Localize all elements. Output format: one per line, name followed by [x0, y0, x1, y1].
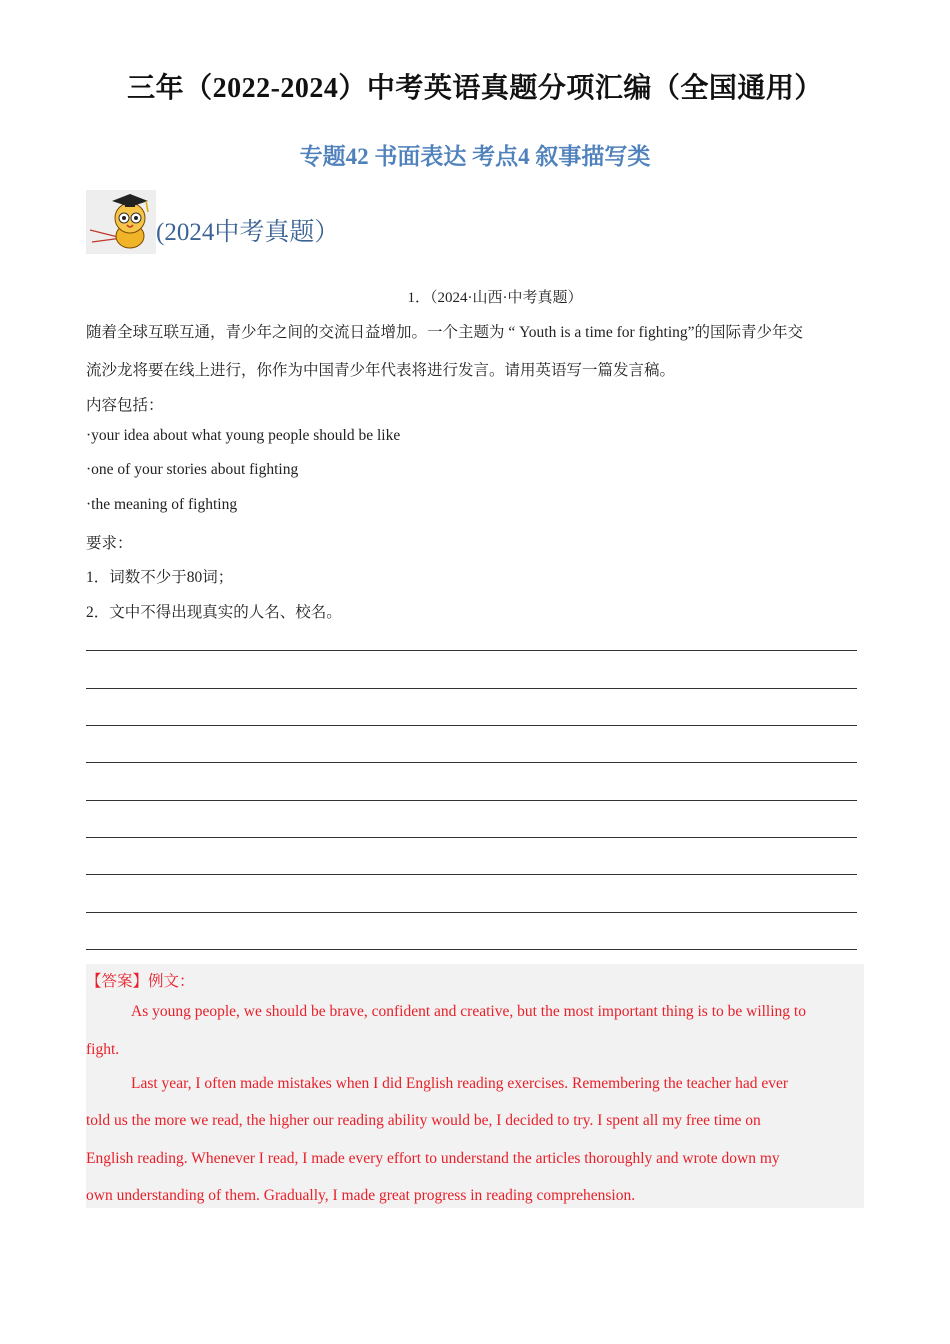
answer-line: English reading. Whenever I read, I made every effort to understand the articles thoroughly and wrote down my — [86, 1150, 780, 1167]
document-title: 三年（2022-2024）中考英语真题分项汇编（全国通用） — [127, 73, 823, 104]
question-number: 1．（2024·山西·中考真题） — [407, 290, 583, 306]
topic-subtitle: 专题42 书面表达 考点4 叙事描写类 — [299, 144, 651, 169]
content-point: ·your idea about what young people should be like — [86, 427, 401, 444]
writing-line — [86, 949, 857, 950]
prompt-line-1: 随着全球互联互通，青少年之间的交流日益增加。一个主题为 “ Youth is a time for fighting”的国际青少年交 — [86, 324, 804, 341]
prompt-line-2: 流沙龙将要在线上进行，你作为中国青少年代表将进行发言。请用英语写一篇发言稿。 — [86, 362, 676, 379]
answer-label: 【答案】例文： — [86, 973, 195, 990]
writing-line — [86, 800, 857, 801]
requirements-label: 要求： — [86, 535, 133, 552]
writing-line — [86, 912, 857, 913]
writing-line — [86, 837, 857, 838]
content-point: ·one of your stories about fighting — [86, 461, 299, 478]
owl-teacher-icon — [86, 190, 156, 254]
answer-line: fight. — [86, 1041, 120, 1058]
answer-line: As young people, we should be brave, confident and creative, but the most important thing is to be willing to — [131, 1003, 806, 1020]
content-label: 内容包括： — [86, 397, 164, 414]
writing-line — [86, 874, 857, 875]
section-heading: (2024中考真题） — [156, 219, 340, 246]
answer-line: own understanding of them. Gradually, I made great progress in reading comprehension. — [86, 1187, 636, 1204]
writing-line — [86, 762, 857, 763]
requirement-item: 2．文中不得出现真实的人名、校名。 — [86, 604, 342, 621]
writing-line — [86, 688, 857, 689]
writing-line — [86, 725, 857, 726]
writing-line — [86, 650, 857, 651]
content-point: ·the meaning of fighting — [86, 496, 238, 513]
answer-line: told us the more we read, the higher our reading ability would be, I decided to try. I spent all my free time on — [86, 1112, 761, 1129]
requirement-item: 1．词数不少于80词； — [86, 569, 234, 586]
answer-line: Last year, I often made mistakes when I did English reading exercises. Remembering the teacher had ever — [131, 1075, 789, 1092]
